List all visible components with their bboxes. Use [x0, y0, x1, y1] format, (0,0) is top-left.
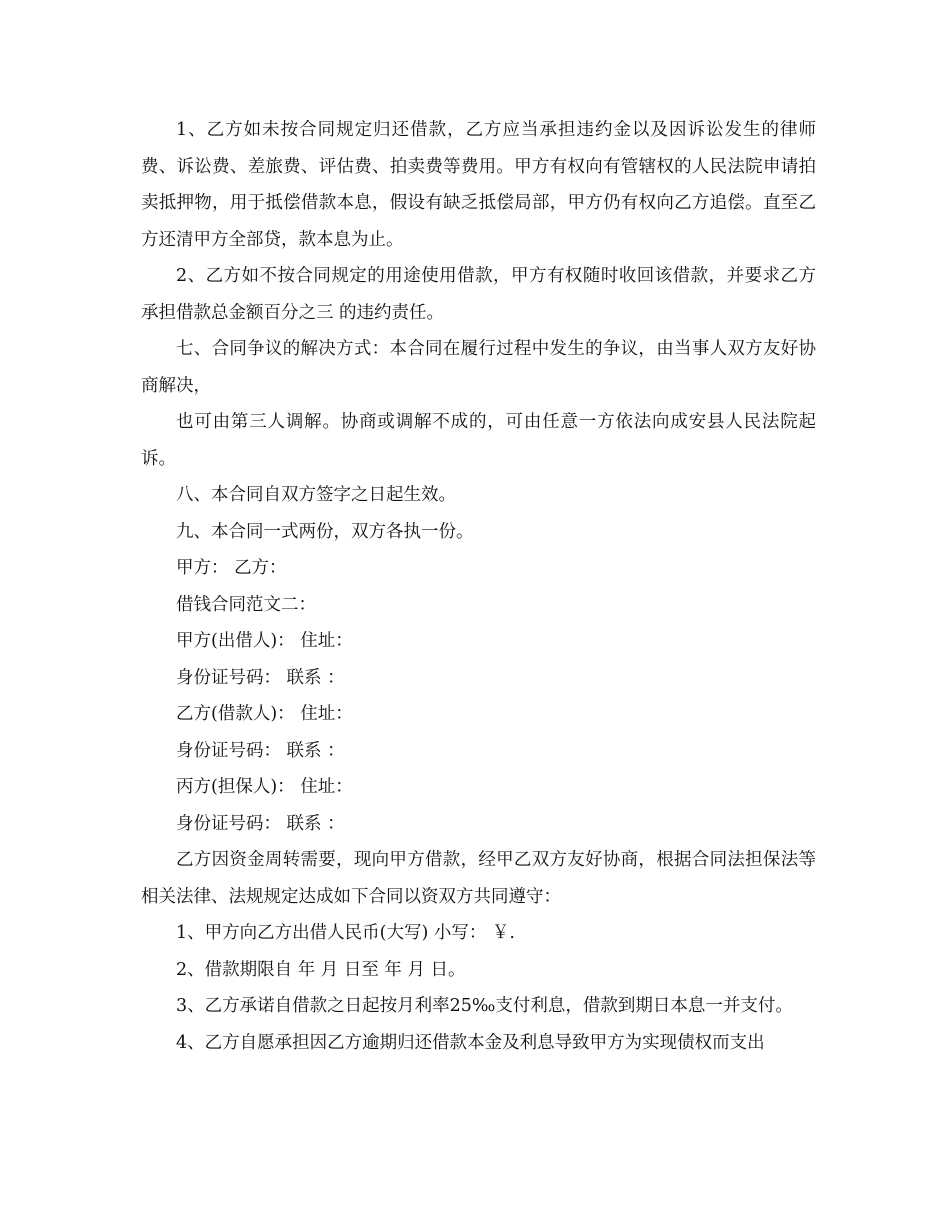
term-overdue-costs: 4、乙方自愿承担因乙方逾期归还借款本金及利息导致甲方为实现债权而支出 [176, 1032, 765, 1053]
party-b-line: 乙方(借款人)： 住址： [176, 704, 353, 724]
party-c-id-line: 身份证号码： 联系 ： [176, 813, 345, 834]
term-loan-period: 2、借款期限自 年 月 日至 年 月 日。 [176, 959, 466, 980]
party-a-id-line: 身份证号码： 联系 ： [176, 667, 345, 688]
party-a-line: 甲方(出借人)： 住址： [176, 631, 353, 651]
document-body [141, 112, 816, 1061]
clause-misuse-of-loan: 2、乙方如不按合同规定的用途使用借款，甲方有权随时收回该借款，并要求乙方承担借款总金额百分之三 的违约责任。 [141, 266, 816, 323]
term-interest: 3、乙方承诺自借款之日起按月利率25‰支付利息，借款到期日本息一并支付。 [176, 996, 793, 1016]
signature-line: 甲方： 乙方： [176, 558, 287, 578]
clause-copies: 九、本合同一式两份，双方各执一份。 [176, 521, 474, 542]
clause-mediation-litigation: 也可由第三人调解。协商或调解不成的，可由任意一方依法向成安县人民法院起诉。 [141, 412, 816, 469]
party-b-id-line: 身份证号码： 联系 ： [176, 740, 345, 761]
clause-dispute-resolution: 七、合同争议的解决方式：本合同在履行过程中发生的争议，由当事人双方友好协商解决， [141, 339, 816, 396]
section-heading-template-two: 借钱合同范文二： [176, 594, 316, 615]
clause-effective-date: 八、本合同自双方签字之日起生效。 [176, 485, 456, 505]
preamble-paragraph: 乙方因资金周转需要，现向甲方借款，经甲乙双方友好协商，根据合同法担保法等相关法律、法规规定达成如下合同以资双方共同遵守： [141, 850, 816, 907]
clause-repayment-breach: 1、乙方如未按合同规定归还借款，乙方应当承担违约金以及因诉讼发生的律师费、诉讼费、差旅费、评估费、拍卖费等费用。甲方有权向有管辖权的人民法院申请拍卖抵押物，用于抵偿借款本息，假设有缺乏抵偿局部，甲方仍有权向乙方追偿。直至乙方还清甲方全部贷，款本息为止。 [141, 120, 816, 250]
party-c-line: 丙方(担保人)： 住址： [176, 777, 353, 797]
term-loan-amount: 1、甲方向乙方出借人民币(大写) 小写： ￥. [176, 923, 515, 943]
